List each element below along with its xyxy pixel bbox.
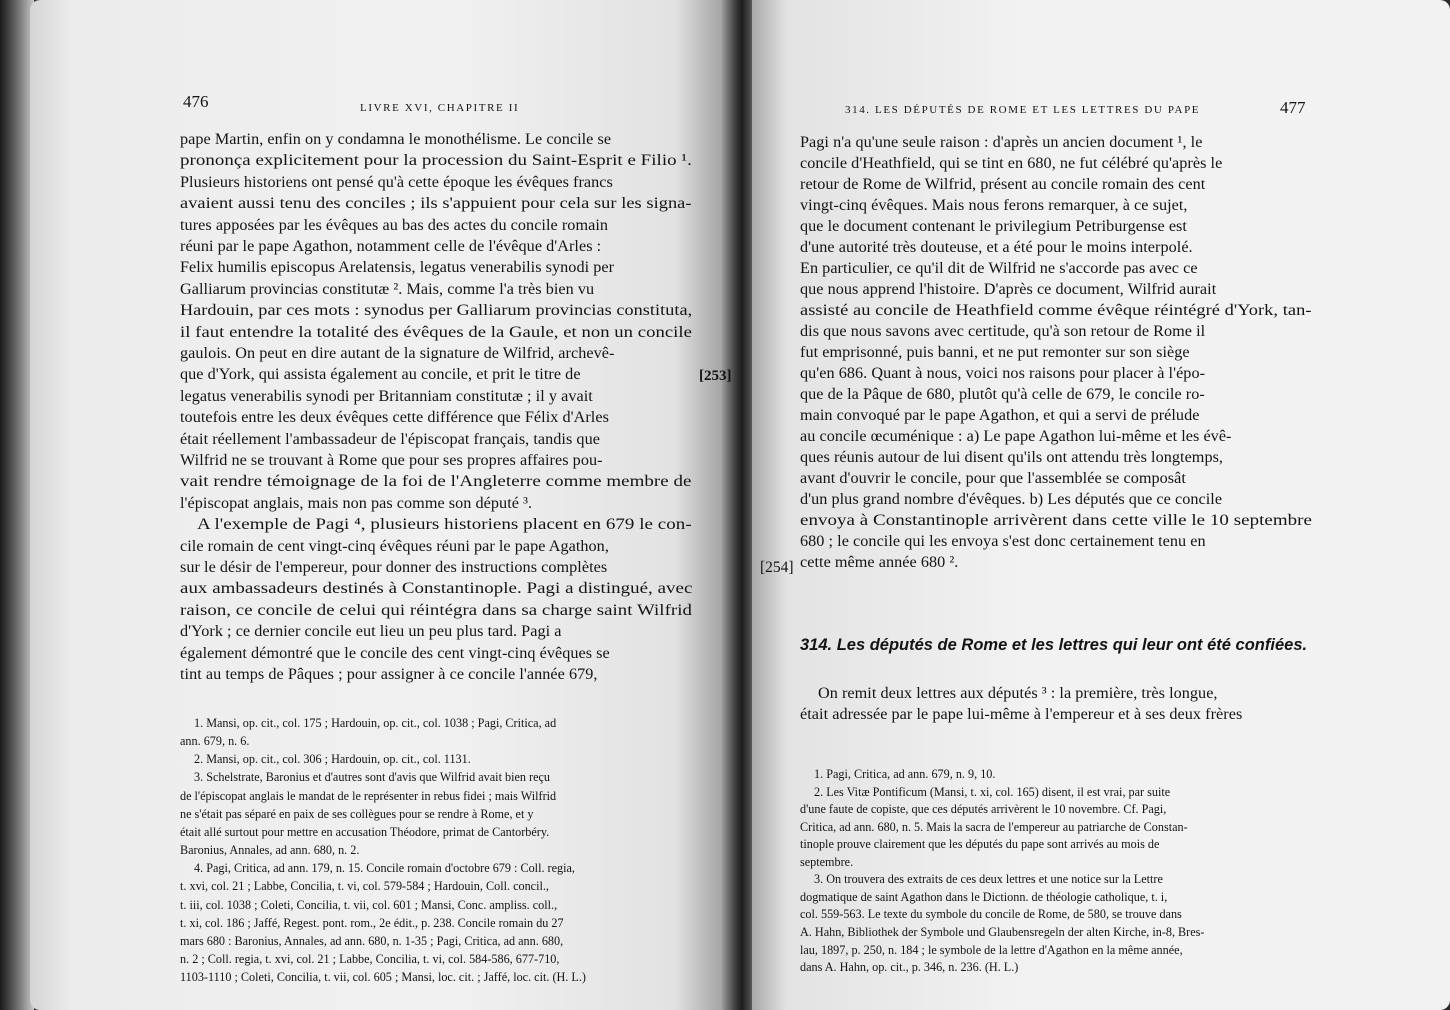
body-line: d'une autorité très douteuse, et a été pour le moins interpolé. [800, 238, 1193, 256]
body-line: assisté au concile de Heathfield comme évêque réintégré d'York, tan- [800, 301, 1312, 319]
body-line: raison, ce concile de celui qui réintégra dans sa charge saint Wilfrid [180, 600, 692, 619]
body-line: pape Martin, enfin on y condamna le monothélisme. Le concile se [180, 130, 612, 148]
body-line: que d'York, qui assista également au concile, et prit le titre de [180, 365, 581, 384]
body-line: cette même année 680 ². [800, 553, 959, 571]
right-page [752, 0, 1450, 1010]
running-head: 314. LES DÉPUTÉS DE ROME ET LES LETTRES DU PAPE [845, 104, 1201, 116]
body-line: cile romain de cent vingt-cinq évêques réuni par le pape Agathon, [180, 536, 609, 555]
body-line: avaient aussi tenu des conciles ; ils s'appuient pour cela sur les signa- [180, 194, 692, 213]
footnote-line: dans A. Hahn, op. cit., p. 346, n. 236. (H. L.) [800, 960, 1019, 975]
footnote-line: 3. On trouvera des extraits de ces deux lettres et une notice sur la Lettre [814, 872, 1163, 887]
margin-note: [253] [699, 368, 732, 384]
body-line: 680 ; le concile qui les envoya s'est donc certainement tenu en [800, 532, 1206, 550]
footnote-line: Critica, ad ann. 680, n. 5. Mais la sacra de l'empereur au patriarche de Constan- [800, 819, 1188, 834]
body-line: legatus venerabilis synodi per Britanniam constitutæ ; il y avait [180, 386, 593, 405]
footnote-line: t. iii, col. 1038 ; Coleti, Concilia, t. vii, col. 601 ; Mansi, Conc. ampliss. coll., [180, 897, 558, 912]
body-line: était réellement l'ambassadeur de l'épiscopat français, tandis que [180, 429, 600, 448]
body-line: tint au temps de Pâques ; pour assigner à ce concile l'année 679, [180, 665, 598, 683]
footnote-line: 3. Schelstrate, Baronius et d'autres sont d'avis que Wilfrid avait bien reçu [194, 770, 551, 785]
page-number: 476 [183, 92, 209, 111]
body-line: vingt-cinq évêques. Mais nous ferons remarquer, à ce sujet, [800, 196, 1188, 214]
body-line: Felix humilis episcopus Arelatensis, legatus venerabilis synodi per [180, 258, 615, 277]
body-line: que nous apprend l'histoire. D'après ce document, Wilfrid aurait [800, 280, 1217, 298]
footnote-line: t. xvi, col. 21 ; Labbe, Concilia, t. vi, col. 579-584 ; Hardouin, Coll. concil., [180, 879, 549, 894]
body-line: main convoqué par le pape Agathon, et qui a servi de prélude [800, 406, 1200, 424]
body-line: aux ambassadeurs destinés à Constantinople. Pagi a distingué, avec [180, 579, 693, 598]
body-line: réuni par le pape Agathon, notamment celle de l'évêque d'Arles : [180, 237, 602, 255]
footnote-line: 1103-1110 ; Coleti, Concilia, t. vii, col. 605 ; Mansi, loc. cit. ; Jaffé, loc. cit. (H. L.) [180, 970, 586, 985]
body-line: au concile œcuménique : a) Le pape Agathon lui-même et les évê- [800, 427, 1232, 445]
body-line: avant d'ouvrir le concile, pour que l'assemblée se composât [800, 469, 1186, 487]
footnote-line: col. 559-563. Le texte du symbole du concile de Rome, de 580, se trouve dans [800, 907, 1182, 922]
book-edge [0, 0, 34, 1010]
body-line: On remit deux lettres aux députés ³ : la première, très longue, [818, 684, 1218, 702]
body-line: l'épiscopat anglais, mais non pas comme son député ³. [180, 493, 533, 512]
body-line: était adressée par le pape lui-même à l'empereur et à ses deux frères [800, 705, 1243, 724]
body-line: Pagi n'a qu'une seule raison : d'après un ancien document ¹, le [800, 133, 1203, 151]
footnote-line: 1. Pagi, Critica, ad ann. 679, n. 9, 10. [814, 767, 996, 781]
body-line: sur le désir de l'empereur, pour donner des instructions complètes [180, 558, 608, 576]
body-line: qu'en 686. Quant à nous, voici nos raisons pour placer à l'épo- [800, 364, 1206, 382]
footnote-line: 2. Les Vitæ Pontificum (Mansi, t. xi, col. 165) disent, il est vrai, par suite [814, 784, 1171, 799]
body-line: Plusieurs historiens ont pensé qu'à cette époque les évêques francs [180, 172, 613, 191]
footnote-line: n. 2 ; Coll. regia, t. xvi, col. 21 ; Labbe, Concilia, t. vi, col. 584-586, 677-710, [180, 951, 560, 966]
footnote-line: mars 680 : Baronius, Annales, ad ann. 680, n. 1-35 ; Pagi, Critica, ad ann. 680, [180, 933, 564, 948]
body-line: que de la Pâque de 680, plutôt qu'à celle de 679, le concile ro- [800, 385, 1205, 403]
body-line: vait rendre témoignage de la foi de l'Angleterre comme membre de [180, 472, 692, 491]
body-line: il faut entendre la totalité des évêques de la Gaule, et non un concile [180, 322, 692, 341]
footnote-line: lau, 1897, p. 250, n. 184 ; le symbole de la lettre d'Agathon en la même année, [800, 942, 1183, 957]
footnote-line: d'une faute de copiste, que ces députés arrivèrent le 10 novembre. Cf. Pagi, [800, 802, 1167, 817]
body-line: En particulier, ce qu'il dit de Wilfrid ne s'accorde pas avec ce [800, 259, 1198, 277]
footnote-line: tinople prouve clairement que les députés du pape sont arrivés au mois de [800, 837, 1160, 852]
section-heading: 314. Les députés de Rome et les lettres qui leur ont été confiées. [800, 636, 1308, 654]
left-page [30, 0, 730, 1010]
body-line: toutefois entre les deux évêques cette différence que Félix d'Arles [180, 408, 609, 427]
body-line: dis que nous savons avec certitude, qu'à son retour de Rome il [800, 322, 1206, 340]
body-line: fut emprisonné, puis banni, et ne put remonter sur son siège [800, 343, 1190, 361]
body-line: retour de Rome de Wilfrid, présent au concile romain des cent [800, 175, 1206, 193]
body-line: concile d'Heathfield, qui se tint en 680, ne fut célébré qu'après le [800, 154, 1223, 172]
footnote-line: t. xi, col. 186 ; Jaffé, Regest. pont. rom., 2e édit., p. 238. Concile romain du 27 [180, 915, 564, 930]
body-line: prononça explicitement pour la procession du Saint-Esprit e Filio ¹. [180, 151, 692, 170]
page-number: 477 [1280, 98, 1306, 117]
footnote-line: Baronius, Annales, ad ann. 680, n. 2. [180, 843, 360, 858]
body-line: ques réunis autour de lui disent qu'ils ont attendu très longtemps, [800, 448, 1224, 466]
running-head: LIVRE XVI, CHAPITRE II [360, 102, 520, 114]
footnote-line: dogmatique de saint Agathon dans le Dictionn. de théologie catholique, t. i, [800, 889, 1168, 904]
footnote-line: 2. Mansi, op. cit., col. 306 ; Hardouin, op. cit., col. 1131. [194, 752, 471, 767]
body-line: Wilfrid ne se trouvant à Rome que pour ses propres affaires pou- [180, 451, 603, 469]
body-line: d'un plus grand nombre d'évêques. b) Les députés que ce concile [800, 490, 1223, 508]
body-line: d'York ; ce dernier concile eut lieu un peu plus tard. Pagi a [180, 622, 562, 641]
footnote-line: ann. 679, n. 6. [180, 734, 250, 749]
footnote-line: de l'épiscopat anglais le mandat de le représenter in rebus fidei ; mais Wilfrid [180, 788, 557, 803]
footnote-line: ne s'était pas séparé en paix de ses collègues pour se rendre à Rome, et y [180, 806, 534, 821]
footnote-line: 1. Mansi, op. cit., col. 175 ; Hardouin, op. cit., col. 1038 ; Pagi, Critica, ad [194, 716, 557, 730]
footnote-line: était allé surtout pour mettre en accusation Théodore, primat de Cantorbéry. [180, 824, 550, 839]
body-line: tures apposées par les évêques au bas des actes du concile romain [180, 215, 609, 234]
body-line: Hardouin, par ces mots : synodus per Galliarum provincias constituta, [180, 301, 693, 320]
body-line: A l'exemple de Pagi ⁴, plusieurs historiens placent en 679 le con- [197, 515, 692, 534]
body-line: Galliarum provincias constitutæ ². Mais, comme l'a très bien vu [180, 279, 595, 298]
footnote-line: 4. Pagi, Critica, ad ann. 179, n. 15. Concile romain d'octobre 679 : Coll. regia, [194, 861, 575, 876]
body-line: que le document contenant le privilegium Petriburgense est [800, 217, 1187, 235]
body-line: également démontré que le concile des cent vingt-cinq évêques se [180, 643, 610, 662]
footnote-line: A. Hahn, Bibliothek der Symbole und Glaubensregeln der alten Kirche, in-8, Bres- [800, 924, 1205, 939]
footnote-line: septembre. [800, 854, 854, 869]
body-line: gaulois. On peut en dire autant de la signature de Wilfrid, archevê- [180, 344, 615, 362]
margin-note: [254] [760, 559, 794, 576]
body-line: envoya à Constantinople arrivèrent dans cette ville le 10 septembre [800, 511, 1312, 529]
